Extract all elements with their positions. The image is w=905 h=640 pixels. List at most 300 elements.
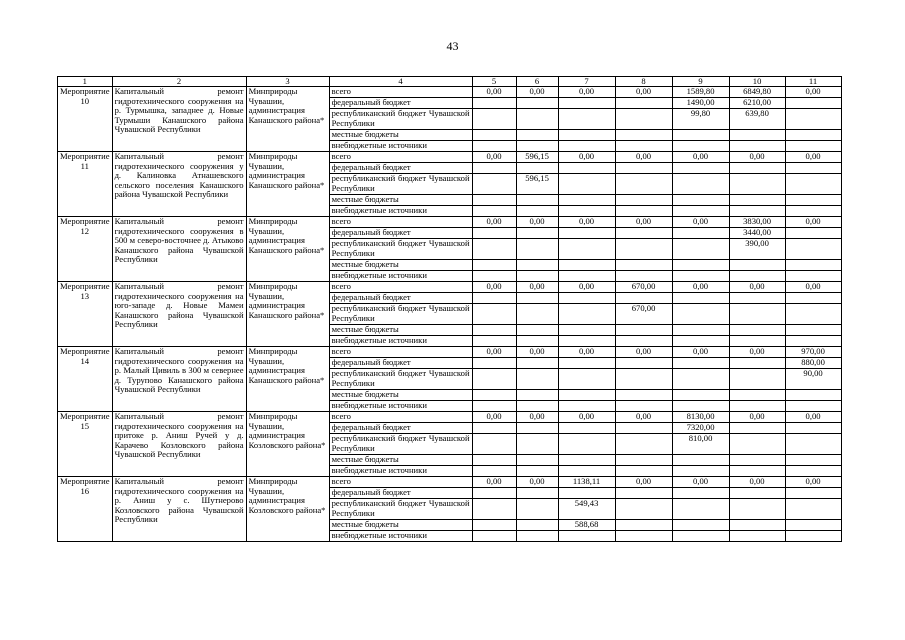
funding-source-label: всего (329, 282, 472, 293)
amount-cell (672, 336, 729, 347)
amount-cell (516, 488, 558, 499)
amount-cell (729, 336, 785, 347)
amount-cell: 0,00 (672, 217, 729, 228)
amount-cell: 0,00 (615, 477, 672, 488)
amount-cell (785, 239, 841, 260)
amount-cell (785, 423, 841, 434)
amount-cell (785, 499, 841, 520)
amount-cell (672, 369, 729, 390)
amount-cell (785, 206, 841, 217)
amount-cell (672, 174, 729, 195)
amount-cell (729, 130, 785, 141)
funding-source-label: республиканский бюджет Чувашской Республики (329, 369, 472, 390)
amount-cell (558, 271, 615, 282)
amount-cell (615, 434, 672, 455)
amount-cell (615, 195, 672, 206)
amount-cell (472, 271, 516, 282)
amount-cell (672, 228, 729, 239)
amount-cell (615, 369, 672, 390)
measure-executor: Минприроды Чувашии, администрация Канашского района* (246, 87, 329, 152)
funding-source-label: местные бюджеты (329, 130, 472, 141)
amount-cell: 0,00 (472, 282, 516, 293)
table-row (58, 282, 842, 293)
amount-cell (516, 369, 558, 390)
column-number-4: 4 (329, 77, 472, 87)
amount-cell (472, 260, 516, 271)
amount-cell (729, 369, 785, 390)
amount-cell: 0,00 (472, 347, 516, 358)
amount-cell (672, 141, 729, 152)
amount-cell (472, 434, 516, 455)
measure-id: Мероприятие 10 (58, 87, 113, 152)
amount-cell: 0,00 (785, 87, 841, 98)
amount-cell (472, 109, 516, 130)
amount-cell: 596,15 (516, 174, 558, 195)
column-number-3: 3 (246, 77, 329, 87)
funding-source-label: местные бюджеты (329, 325, 472, 336)
amount-cell (785, 174, 841, 195)
amount-cell (729, 434, 785, 455)
amount-cell (516, 455, 558, 466)
measure-id: Мероприятие 13 (58, 282, 113, 347)
amount-cell: 0,00 (472, 87, 516, 98)
amount-cell (785, 141, 841, 152)
amount-cell (729, 195, 785, 206)
amount-cell (729, 520, 785, 531)
funding-source-label: местные бюджеты (329, 455, 472, 466)
amount-cell: 0,00 (615, 87, 672, 98)
amount-cell (558, 109, 615, 130)
amount-cell (729, 174, 785, 195)
amount-cell: 596,15 (516, 152, 558, 163)
amount-cell (672, 206, 729, 217)
amount-cell: 6210,00 (729, 98, 785, 109)
amount-cell (785, 520, 841, 531)
amount-cell: 970,00 (785, 347, 841, 358)
funding-source-label: местные бюджеты (329, 195, 472, 206)
amount-cell (672, 455, 729, 466)
amount-cell (558, 369, 615, 390)
column-number-1: 1 (58, 77, 113, 87)
table-row (58, 152, 842, 163)
amount-cell: 0,00 (558, 282, 615, 293)
amount-cell (558, 195, 615, 206)
amount-cell (558, 98, 615, 109)
column-number-9: 9 (672, 77, 729, 87)
amount-cell: 90,00 (785, 369, 841, 390)
amount-cell: 0,00 (472, 412, 516, 423)
amount-cell (472, 423, 516, 434)
column-number-7: 7 (558, 77, 615, 87)
amount-cell (516, 358, 558, 369)
amount-cell: 0,00 (558, 87, 615, 98)
amount-cell (672, 260, 729, 271)
funding-source-label: внебюджетные источники (329, 401, 472, 412)
amount-cell (516, 336, 558, 347)
amount-cell (472, 390, 516, 401)
amount-cell (785, 195, 841, 206)
amount-cell (615, 390, 672, 401)
amount-cell (615, 206, 672, 217)
amount-cell: 0,00 (729, 282, 785, 293)
amount-cell (516, 304, 558, 325)
amount-cell (615, 531, 672, 542)
amount-cell (558, 228, 615, 239)
amount-cell (785, 336, 841, 347)
amount-cell (615, 488, 672, 499)
amount-cell (516, 325, 558, 336)
funding-source-label: местные бюджеты (329, 260, 472, 271)
funding-source-label: федеральный бюджет (329, 358, 472, 369)
amount-cell (672, 488, 729, 499)
amount-cell (615, 174, 672, 195)
amount-cell (516, 109, 558, 130)
amount-cell (558, 358, 615, 369)
amount-cell (672, 163, 729, 174)
amount-cell: 639,80 (729, 109, 785, 130)
amount-cell (615, 358, 672, 369)
funding-source-label: местные бюджеты (329, 520, 472, 531)
amount-cell (472, 195, 516, 206)
table-row (58, 412, 842, 423)
amount-cell: 880,00 (785, 358, 841, 369)
amount-cell (785, 531, 841, 542)
amount-cell (615, 423, 672, 434)
amount-cell (615, 109, 672, 130)
amount-cell (615, 455, 672, 466)
amount-cell (729, 455, 785, 466)
amount-cell (516, 520, 558, 531)
amount-cell: 0,00 (672, 347, 729, 358)
amount-cell: 0,00 (558, 347, 615, 358)
amount-cell (472, 130, 516, 141)
amount-cell (615, 499, 672, 520)
amount-cell (672, 466, 729, 477)
amount-cell (472, 206, 516, 217)
amount-cell (672, 325, 729, 336)
amount-cell: 0,00 (785, 412, 841, 423)
funding-source-label: республиканский бюджет Чувашской Республики (329, 434, 472, 455)
amount-cell (615, 271, 672, 282)
amount-cell (615, 520, 672, 531)
amount-cell (729, 423, 785, 434)
funding-source-label: всего (329, 412, 472, 423)
amount-cell (472, 325, 516, 336)
amount-cell (729, 304, 785, 325)
measure-executor: Минприроды Чувашии, администрация Канашского района* (246, 152, 329, 217)
amount-cell (672, 531, 729, 542)
measure-executor: Минприроды Чувашии, администрация Канашского района* (246, 217, 329, 282)
amount-cell: 0,00 (785, 282, 841, 293)
amount-cell: 0,00 (615, 412, 672, 423)
amount-cell: 3440,00 (729, 228, 785, 239)
measure-description: Капитальный ремонт гидротехнического сооружения на р. Аниш у с. Шутнерово Козловского района Чувашской Республики (112, 477, 246, 542)
amount-cell (558, 466, 615, 477)
amount-cell (472, 369, 516, 390)
amount-cell: 0,00 (672, 282, 729, 293)
amount-cell (558, 455, 615, 466)
amount-cell: 0,00 (516, 477, 558, 488)
amount-cell (615, 239, 672, 260)
amount-cell (672, 195, 729, 206)
amount-cell: 7320,00 (672, 423, 729, 434)
amount-cell (729, 141, 785, 152)
amount-cell (472, 239, 516, 260)
measure-executor: Минприроды Чувашии, администрация Козловского района* (246, 412, 329, 477)
table-body (58, 87, 842, 542)
funding-source-label: республиканский бюджет Чувашской Республики (329, 109, 472, 130)
amount-cell (558, 434, 615, 455)
column-number-row (58, 77, 842, 87)
column-number-2: 2 (112, 77, 246, 87)
amount-cell (729, 260, 785, 271)
amount-cell (516, 401, 558, 412)
amount-cell: 0,00 (785, 152, 841, 163)
funding-source-label: федеральный бюджет (329, 423, 472, 434)
table-row (58, 87, 842, 98)
funding-source-label: внебюджетные источники (329, 141, 472, 152)
amount-cell (672, 401, 729, 412)
amount-cell (672, 130, 729, 141)
funding-source-label: всего (329, 87, 472, 98)
amount-cell (472, 358, 516, 369)
amount-cell (472, 304, 516, 325)
amount-cell (472, 455, 516, 466)
amount-cell (615, 293, 672, 304)
amount-cell: 549,43 (558, 499, 615, 520)
measure-id: Мероприятие 11 (58, 152, 113, 217)
amount-cell: 390,00 (729, 239, 785, 260)
amount-cell (516, 195, 558, 206)
amount-cell (672, 293, 729, 304)
amount-cell (516, 434, 558, 455)
amount-cell (558, 401, 615, 412)
funding-source-label: республиканский бюджет Чувашской Республики (329, 304, 472, 325)
amount-cell (558, 531, 615, 542)
amount-cell (472, 466, 516, 477)
funding-source-label: всего (329, 477, 472, 488)
amount-cell: 0,00 (672, 152, 729, 163)
funding-source-label: федеральный бюджет (329, 228, 472, 239)
funding-source-label: федеральный бюджет (329, 293, 472, 304)
amount-cell (516, 98, 558, 109)
amount-cell (516, 499, 558, 520)
amount-cell (729, 163, 785, 174)
amount-cell: 0,00 (615, 217, 672, 228)
measure-id: Мероприятие 14 (58, 347, 113, 412)
amount-cell (472, 336, 516, 347)
amount-cell: 0,00 (516, 347, 558, 358)
amount-cell: 0,00 (615, 152, 672, 163)
amount-cell (615, 260, 672, 271)
amount-cell: 0,00 (729, 412, 785, 423)
amount-cell (516, 206, 558, 217)
funding-source-label: всего (329, 217, 472, 228)
amount-cell: 0,00 (472, 152, 516, 163)
amount-cell (472, 499, 516, 520)
amount-cell (672, 271, 729, 282)
amount-cell (472, 141, 516, 152)
amount-cell (558, 260, 615, 271)
amount-cell (558, 163, 615, 174)
table-row (58, 347, 842, 358)
amount-cell: 1490,00 (672, 98, 729, 109)
measure-description: Капитальный ремонт гидротехнического сооружения у д. Калиновка Атнашевского сельского поселения Канашского района Чувашской Республики (112, 152, 246, 217)
column-number-10: 10 (729, 77, 785, 87)
amount-cell (672, 390, 729, 401)
amount-cell (785, 325, 841, 336)
amount-cell: 0,00 (516, 412, 558, 423)
amount-cell (785, 109, 841, 130)
amount-cell: 0,00 (785, 217, 841, 228)
amount-cell (516, 260, 558, 271)
amount-cell (615, 228, 672, 239)
amount-cell (785, 293, 841, 304)
amount-cell (615, 336, 672, 347)
amount-cell (729, 325, 785, 336)
amount-cell: 0,00 (785, 477, 841, 488)
funding-source-label: внебюджетные источники (329, 206, 472, 217)
amount-cell (472, 401, 516, 412)
measure-description: Капитальный ремонт гидротехнического сооружения на р. Малый Цивиль в 300 м севернее д. Турупово Канашского района Чувашской Республики (112, 347, 246, 412)
amount-cell (672, 239, 729, 260)
amount-cell (672, 520, 729, 531)
amount-cell (785, 163, 841, 174)
amount-cell (558, 239, 615, 260)
amount-cell: 810,00 (672, 434, 729, 455)
funding-source-label: республиканский бюджет Чувашской Республики (329, 239, 472, 260)
amount-cell (785, 304, 841, 325)
amount-cell: 670,00 (615, 282, 672, 293)
measure-executor: Минприроды Чувашии, администрация Козловского района* (246, 477, 329, 542)
amount-cell (785, 260, 841, 271)
amount-cell (785, 271, 841, 282)
amount-cell (785, 98, 841, 109)
amount-cell: 0,00 (558, 412, 615, 423)
amount-cell (729, 488, 785, 499)
amount-cell (516, 423, 558, 434)
amount-cell (472, 488, 516, 499)
measure-description: Капитальный ремонт гидротехнического сооружения на р. Турмышка, западнее д. Новые Турмыши Канашского района Чувашской Республики (112, 87, 246, 152)
measure-id: Мероприятие 12 (58, 217, 113, 282)
amount-cell: 3830,00 (729, 217, 785, 228)
amount-cell (729, 271, 785, 282)
column-number-11: 11 (785, 77, 841, 87)
funding-source-label: всего (329, 347, 472, 358)
funding-source-label: федеральный бюджет (329, 488, 472, 499)
amount-cell (785, 130, 841, 141)
amount-cell (516, 531, 558, 542)
amount-cell (516, 141, 558, 152)
amount-cell (615, 130, 672, 141)
funding-source-label: федеральный бюджет (329, 98, 472, 109)
amount-cell (729, 293, 785, 304)
amount-cell: 0,00 (615, 347, 672, 358)
amount-cell: 99,80 (672, 109, 729, 130)
amount-cell (558, 130, 615, 141)
amount-cell (558, 174, 615, 195)
funding-source-label: внебюджетные источники (329, 271, 472, 282)
funding-source-label: республиканский бюджет Чувашской Республики (329, 174, 472, 195)
amount-cell: 0,00 (472, 477, 516, 488)
page-number: 43 (446, 39, 459, 53)
amount-cell (785, 488, 841, 499)
table-row (58, 217, 842, 228)
amount-cell (558, 293, 615, 304)
amount-cell (558, 141, 615, 152)
amount-cell: 0,00 (516, 217, 558, 228)
amount-cell (729, 531, 785, 542)
amount-cell (558, 304, 615, 325)
amount-cell (558, 488, 615, 499)
amount-cell: 670,00 (615, 304, 672, 325)
amount-cell (615, 325, 672, 336)
amount-cell (472, 531, 516, 542)
amount-cell (472, 293, 516, 304)
amount-cell (472, 163, 516, 174)
funding-source-label: федеральный бюджет (329, 163, 472, 174)
amount-cell (729, 390, 785, 401)
amount-cell: 0,00 (516, 87, 558, 98)
amount-cell (516, 239, 558, 260)
amount-cell (516, 271, 558, 282)
amount-cell (615, 401, 672, 412)
measure-executor: Минприроды Чувашии, администрация Канашского района* (246, 347, 329, 412)
amount-cell (729, 401, 785, 412)
funding-source-label: внебюджетные источники (329, 466, 472, 477)
amount-cell (558, 390, 615, 401)
funding-table (57, 76, 842, 542)
amount-cell (472, 174, 516, 195)
measure-description: Капитальный ремонт гидротехнического сооружения в 500 м северо-восточнее д. Атыково Канашского района Чувашской Республики (112, 217, 246, 282)
amount-cell (472, 228, 516, 239)
amount-cell (516, 293, 558, 304)
column-number-6: 6 (516, 77, 558, 87)
funding-source-label: республиканский бюджет Чувашской Республики (329, 499, 472, 520)
amount-cell: 6849,80 (729, 87, 785, 98)
amount-cell (516, 466, 558, 477)
amount-cell: 1589,80 (672, 87, 729, 98)
amount-cell (558, 325, 615, 336)
amount-cell (672, 499, 729, 520)
amount-cell: 0,00 (729, 152, 785, 163)
column-number-8: 8 (615, 77, 672, 87)
amount-cell: 0,00 (729, 347, 785, 358)
amount-cell (785, 390, 841, 401)
amount-cell (729, 358, 785, 369)
amount-cell (615, 98, 672, 109)
funding-source-label: всего (329, 152, 472, 163)
amount-cell (615, 141, 672, 152)
measure-id: Мероприятие 15 (58, 412, 113, 477)
funding-source-label: внебюджетные источники (329, 336, 472, 347)
amount-cell: 0,00 (558, 217, 615, 228)
amount-cell (615, 466, 672, 477)
amount-cell (729, 466, 785, 477)
amount-cell: 0,00 (472, 217, 516, 228)
amount-cell (785, 466, 841, 477)
amount-cell: 1138,11 (558, 477, 615, 488)
measure-description: Капитальный ремонт гидротехнического сооружения на притоке р. Аниш Ручей у д. Карачево Козловского района Чувашской Республики (112, 412, 246, 477)
amount-cell (472, 98, 516, 109)
funding-source-label: внебюджетные источники (329, 531, 472, 542)
amount-cell (558, 206, 615, 217)
amount-cell: 0,00 (558, 152, 615, 163)
amount-cell (615, 163, 672, 174)
amount-cell (785, 434, 841, 455)
amount-cell (516, 228, 558, 239)
table-row (58, 477, 842, 488)
